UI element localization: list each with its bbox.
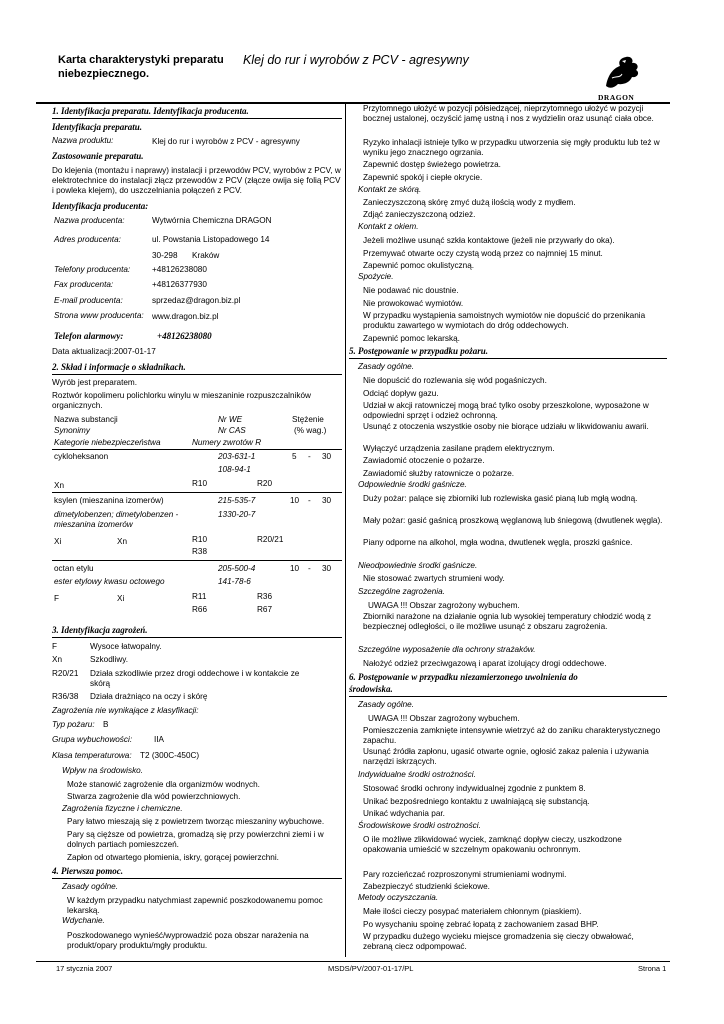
c2-syn: dimetylobenzen; dimetylobenzen - mieszanina izomerów [54,510,179,529]
s5-media-2: Mały pożar: gasić gaśnicą proszkową węglanową lub śniegową (dwutlenek węgla). [363,516,663,525]
s2-title: 2. Skład i informacje o składnikach. [52,362,186,372]
update-date: Data aktualizacji:2007-01-17 [52,347,156,356]
h-text-2: Szkodliwy. [90,655,129,664]
product-name-label: Nazwa produktu: [52,136,114,145]
r-skin-2: Zdjąć zanieczyszczoną odzież. [363,210,476,219]
s6-rule [349,696,667,697]
th-wt: (% wag.) [294,426,327,435]
alarm-value: +48126238080 [157,331,212,341]
s6-methods-3: W przypadku dużego wycieku miejsce gromadzenia się cieczy obwałować, zebraną ciecz odpompować. [363,932,634,951]
c3-name: octan etylu [54,564,94,573]
s5-rule [349,358,667,359]
h-text-1: Wysoce łatwopalny. [90,642,162,651]
s4-general: Zasady ogólne. [62,882,118,891]
s6-a1: UWAGA !!! Obszar zagrożony wybuchem. [368,714,520,723]
s4-inhal-1: Poszkodowanego wynieść/wyprowadzić poza obszar narażenia na produkt/opary produktu/mgły produktu. [67,931,309,950]
h-code-2: Xn [52,655,63,664]
temp-class-value: T2 (300C-450C) [140,751,200,760]
address-city: Kraków [192,251,220,260]
email-label: E-mail producenta: [54,296,123,305]
th-cas: Nr CAS [218,426,246,435]
h-text-4: Działa drażniąco na oczy i skórę [90,692,208,701]
s6-env-1a: O ile możliwe zlikwidować wyciek, zamknąć dopływ cieczy, uszkodzone opakowania umieścić w szczelnym opakowaniu ochronnym. [363,835,622,854]
s3-rule [52,637,342,638]
temp-class-label: Klasa temperaturowa: [52,751,132,760]
c3-k2: Xi [117,594,125,603]
c3-r1: R11 [192,592,207,601]
phys-title: Zagrożenia fizyczne i chemiczne. [62,804,183,813]
r-p4: Zapewnić spokój i ciepłe okrycie. [363,173,483,182]
c1-cas: 108-94-1 [218,465,251,474]
explosion-group-label: Grupa wybuchowości: [52,735,133,744]
c3-r3: R66 [192,605,208,614]
s5-media-3: Piany odporne na alkohol, mgła wodna, dwutlenek węgla, proszki gaśnice. [363,538,633,547]
r-ingest-2: Nie prowokować wymiotów. [363,299,464,308]
s2-rule [52,374,342,375]
header-title-1: Karta charakterystyki preparatu [58,54,224,66]
table-rule-3 [52,560,342,561]
email-value: sprzedaz@dragon.biz.pl [152,296,241,305]
s5-equip-1: Nałożyć odzież przeciwgazową i aparat izolujący drogi oddechowe. [363,659,607,668]
c3-hi: 30 [322,564,332,573]
c1-hi: 30 [322,452,332,461]
alarm-label: Telefon alarmowy: [54,331,124,341]
r-p3: Zapewnić dostęp świeżego powietrza. [363,160,501,169]
s6-env-3: Zabezpieczyć studzienki ściekowe. [363,882,490,891]
footer-date: 17 stycznia 2007 [56,964,113,973]
c1-we: 203-631-1 [218,452,256,461]
c1-lo: 5 [292,452,297,461]
r-ingest-4: Zapewnić pomoc lekarską. [363,334,460,343]
fax-label: Fax producenta: [54,280,114,289]
r-eye: Kontakt z okiem. [358,222,419,231]
s5-unsuitable-1: Nie stosować zwartych strumieni wody. [363,574,505,583]
c2-name: ksylen (mieszanina izomerów) [54,496,164,505]
env-title: Wpływ na środowisko. [62,766,143,775]
s5-hazards-2: Zbiorniki narażone na działanie ognia lub wysokiej temperatury chłodzić wodą z bezpiecznej odległości, o ile możliwe usunąć z obszaru zagrożenia. [363,612,652,631]
r-ingest: Spożycie. [358,272,394,281]
phone-label: Telefony producenta: [54,265,131,274]
c1-k1: Xn [54,481,65,490]
c3-we: 205-500-4 [218,564,256,573]
header-title-2: niebezpiecznego. [58,68,150,80]
th-conc: Stężenie [292,415,324,424]
th-rphrases: Numery zwrotów R [192,438,262,447]
s1-sub1: Identyfikacja preparatu. [52,122,142,132]
h-code-1: F [52,642,58,651]
env-1: Może stanowić zagrożenie dla organizmów wodnych. [67,780,260,789]
s6-env-2: Pary rozcieńczać rozproszonymi strumieniami wodnymi. [363,870,567,879]
r-ingest-1: Nie podawać nic doustnie. [363,286,459,295]
s6-personal: Indywidualne środki ostrożności. [358,770,476,779]
s5-unsuitable: Nieodpowiednie środki gaśnicze. [358,561,478,570]
s4-inhal: Wdychanie. [62,916,105,925]
s5-d: Usunąć z otoczenia wszystkie osoby nie biorące udziału w likwidowaniu awarii. [363,422,649,431]
s1-sub3: Identyfikacja producenta: [52,201,149,211]
s1-rule [52,118,342,119]
r-skin: Kontakt ze skórą. [358,185,422,194]
s5-f: Zawiadomić otoczenie o pożarze. [363,456,485,465]
r-ingest-3: W przypadku wystąpienia samoistnych wymiotów nie dopuścić do przenikania produktu zawartego w wymiotach do dróg oddechowych. [363,311,646,330]
table-rule-2 [52,492,342,493]
c2-hi: 30 [322,496,332,505]
address-zip: 30-298 [152,251,178,260]
fire-type-label: Typ pożaru: [52,720,95,729]
c1-r1: R10 [192,479,208,488]
logo-text: DRAGON [598,93,635,102]
footer-page: Strona 1 [638,964,667,973]
c3-k1: F [54,594,60,603]
product-name-value: Klej do rur i wyrobów z PCV - agresywny [152,137,300,146]
r-p2: Ryzyko inhalacji istnieje tylko w przypadku utworzenia się mgły produktu lub też w wyniku jego znacznego ogrzania. [363,138,660,157]
table-rule-1 [52,449,342,450]
s6-env: Środowiskowe środki ostrożności. [358,821,481,830]
r-eye-3: Zapewnić pomoc okulistyczną. [363,261,475,270]
c2-lo: 10 [290,496,300,505]
s2-l1: Wyrób jest preparatem. [52,378,138,387]
h-code-3: R20/21 [52,669,79,678]
r-eye-1: Jeżeli możliwe usunąć szkła kontaktowe (jeżeli nie przywarły do oka). [363,236,615,245]
c3-r4: R67 [257,605,273,614]
phone-value: +48126238080 [152,265,207,274]
s5-c: Udział w akcji ratowniczej mogą brać tylko osoby przeszkolone, wyposażone w odpowiedni sprzęt i odzież ochronną. [363,401,649,420]
address-label: Adres producenta: [54,235,121,244]
s6-methods: Metody oczyszczania. [358,893,439,902]
s1-title: 1. Identyfikacja preparatu. Identyfikacja producenta. [52,106,249,116]
s5-a: Nie dopuścić do rozlewania się wód pogaśniczych. [363,376,547,385]
phys-3: Zapłon od otwartego płomienia, iskry, gorącej powierzchni. [67,853,279,862]
www-label: Strona www producenta: [54,311,144,320]
c3-r2: R36 [257,592,273,601]
logo [596,52,646,102]
th-substance: Nazwa substancji [54,415,118,424]
s5-media: Odpowiednie środki gaśnicze. [358,480,467,489]
s1-sub2: Zastosowanie preparatu. [52,151,144,161]
h-text-3: Działa szkodliwie przez drogi oddechowe i w kontakcie ze skórą [90,669,300,688]
c2-k2: Xn [117,537,128,546]
c2-r3: R38 [192,547,208,556]
th-category: Kategorie niebezpieczeństwa [54,438,161,447]
c3-syn: ester etylowy kwasu octowego [54,577,165,586]
r-eye-2: Przemywać otwarte oczy czystą wodą przez co najmniej 15 minut. [363,249,603,258]
s6-personal-2: Unikać bezpośredniego kontaktu z uwalniającą się substancją. [363,797,590,806]
s5-b: Odciąć dopływ gazu. [363,389,439,398]
s4-general-1: W każdym przypadku natychmiast zapewnić poszkodowanemu pomoc lekarską. [67,896,323,915]
c2-we: 215-535-7 [218,496,256,505]
s6-methods-1: Małe ilości cieczy posypać materiałem chłonnym (piaskiem). [363,907,582,916]
s5-media-1: Duży pożar: palące się zbiorniki lub rozlewiska gasić pianą lub mgłą wodną. [363,494,638,503]
c2-r2: R20/21 [257,535,284,544]
phys-1: Pary łatwo mieszają się z powietrzem tworząc mieszaniny wybuchowe. [67,817,325,826]
explosion-group-value: IIA [154,735,165,744]
c1-dash: - [308,452,311,461]
producer-label: Nazwa producenta: [54,216,125,225]
s5-general: Zasady ogólne. [358,362,414,371]
s6-general: Zasady ogólne. [358,700,414,709]
s5-hazards-1: UWAGA !!! Obszar zagrożony wybuchem. [368,601,520,610]
s3-title: 3. Identyfikacja zagrożeń. [52,625,148,635]
c2-r1: R10 [192,535,208,544]
usage-text: Do klejenia (montażu i naprawy) instalacji i przewodów PCV, wyrobów z PCV, w elektrotechnice do instalacji złącz przewodów z PCV (złącze owija się folią PCV i powleka klejem), do uszczelniania połączeń z PCV. [52,166,341,195]
r-skin-1: Zanieczyszczoną skórę zmyć dużą ilością wody z mydłem. [363,198,576,207]
footer-code: MSDS/PV/2007-01-17/PL [328,964,414,973]
c3-cas: 141-78-6 [218,577,251,586]
s6-a3: Usunąć źródła zapłonu, ugasić otwarte ognie, ogłosić zakaz palenia i używania narzędzi iskrzących. [363,747,649,766]
s5-title: 5. Postępowanie w przypadku pożaru. [349,346,489,356]
c1-r2: R20 [257,479,273,488]
c2-cas: 1330-20-7 [218,510,256,519]
s4-title: 4. Pierwsza pomoc. [52,866,123,876]
c3-lo: 10 [290,564,300,573]
th-synonyms: Synonimy [54,426,90,435]
s6-methods-2: Po wysychaniu spoinę zebrać łopatą z zachowaniem zasad BHP. [363,920,599,929]
fire-type-value: B [103,720,109,729]
s6-personal-3: Unikać wdychania par. [363,809,445,818]
s5-hazards: Szczególne zagrożenia. [358,587,445,596]
s2-l2: Roztwór kopolimeru polichlorku winylu w mieszaninie rozpuszczalników organicznych. [52,391,311,410]
r-p1: Przytomnego ułożyć w pozycji półsiedzącej, nieprzytomnego ułożyć w pozycji bocznej ustalonej, oczyścić jamę ustną i nos z wydzielin oraz usunąć ciała obce. [363,104,654,123]
header-product: Klej do rur i wyrobów z PCV - agresywny [243,53,469,67]
dragon-logo-icon [596,52,646,92]
www-value: www.dragon.biz.pl [152,312,219,321]
z1: Zagrożenia nie wynikające z klasyfikacji: [52,706,199,715]
s5-e: Wyłączyć urządzenia zasilane prądem elektrycznym. [363,444,555,453]
th-we: Nr WE [218,415,243,424]
address-value: ul. Powstania Listopadowego 14 [152,235,270,244]
s6-title-1: 6. Postępowanie w przypadku niezamierzonego uwolnienia do [349,672,578,682]
producer-value: Wytwórnia Chemiczna DRAGON [152,216,272,225]
s6-personal-1: Stosować środki ochrony indywidualnej zgodnie z punktem 8. [363,784,586,793]
c2-dash: - [308,496,311,505]
c3-dash: - [308,564,311,573]
footer-rule [36,961,670,962]
s5-equip: Szczególne wyposażenie dla ochrony strażaków. [358,645,536,654]
s6-a2: Pomieszczenia zamknięte intensywnie wietrzyć aż do zaniku charakterystycznego zapachu. [363,726,661,745]
s6-title-2: środowiska. [349,684,393,694]
h-code-4: R36/38 [52,692,79,701]
fax-value: +48126377930 [152,280,207,289]
env-2: Stwarza zagrożenie dla wód powierzchniowych. [67,792,241,801]
c2-k1: Xi [54,537,62,546]
column-divider [345,102,346,957]
s5-g: Zawiadomić służby ratownicze o pożarze. [363,469,515,478]
phys-2: Pary są cięższe od powietrza, gromadzą się przy powierzchni ziemi i w dolnych partiach pomieszczeń. [67,830,324,849]
s4-rule [52,878,342,879]
c1-name: cykloheksanon [54,452,109,461]
